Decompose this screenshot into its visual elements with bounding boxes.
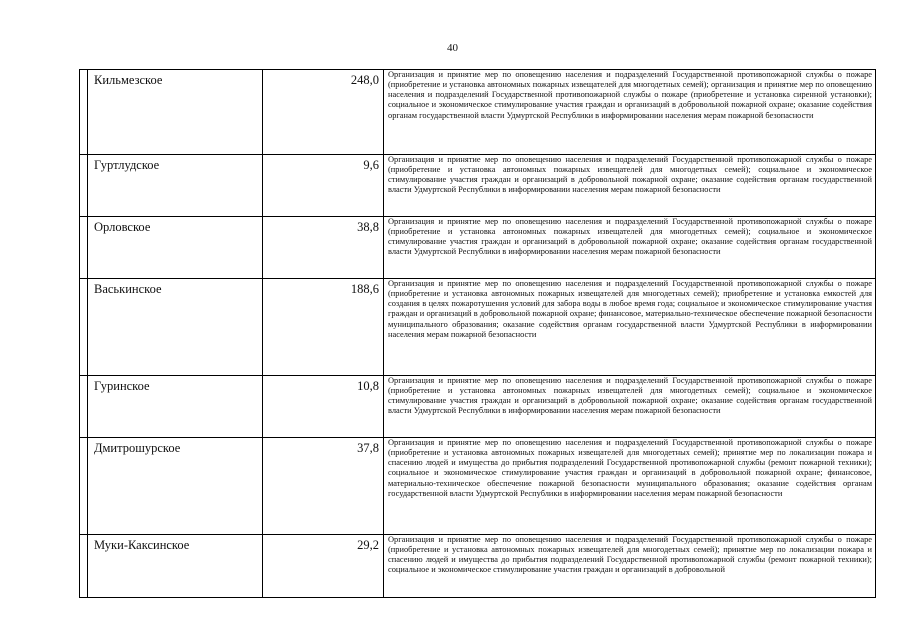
measures-cell	[384, 376, 876, 438]
amount-cell	[263, 70, 384, 155]
measures-cell	[384, 70, 876, 155]
settlement-cell	[88, 376, 263, 438]
table-row	[80, 70, 876, 155]
measures-text: Организация и принятие мер по оповещению населения и подразделений Государственной противопожарной службы о пожаре (приобретение и установка автономных пожарных извещателей для многодетных семей); социальное и экономическое стимулирование участия граждан и организаций в добровольной пожарной охране; оказание содействия органам государственной власти Удмуртской Республики в информировании населения мерам пожарной безопасности	[388, 155, 872, 195]
amount-cell	[263, 279, 384, 376]
settlement-name: Орловское	[94, 220, 151, 234]
settlement-name: Гуртлудское	[94, 158, 160, 172]
municipal-measures-table	[79, 69, 876, 598]
measures-cell	[384, 217, 876, 279]
settlement-name: Дмитрошурское	[94, 441, 181, 455]
amount-value: 29,2	[357, 538, 379, 552]
amount-value: 37,8	[357, 441, 379, 455]
amount-cell	[263, 535, 384, 598]
row-marker-cell	[80, 376, 88, 438]
row-marker-cell	[80, 535, 88, 598]
row-marker-cell	[80, 70, 88, 155]
amount-value: 38,8	[357, 220, 379, 234]
settlement-name: Гуринское	[94, 379, 150, 393]
settlement-cell	[88, 535, 263, 598]
table-body	[80, 70, 876, 598]
measures-cell	[384, 438, 876, 535]
table-row	[80, 217, 876, 279]
table-row	[80, 438, 876, 535]
row-marker-cell	[80, 217, 88, 279]
settlement-cell	[88, 279, 263, 376]
amount-value: 10,8	[357, 379, 379, 393]
amount-value: 9,6	[363, 158, 379, 172]
measures-text: Организация и принятие мер по оповещению населения и подразделений Государственной противопожарной службы о пожаре (приобретение и установка автономных пожарных извещателей для многодетных семей); принятие мер по локализации пожара и спасению людей и имущества до прибытия подразделений Государственной противопожарной службы (ремонт пожарной техники); социальное и экономическое стимулирование участия граждан и организаций в добровольной	[388, 535, 872, 575]
amount-cell	[263, 155, 384, 217]
page-number: 40	[447, 42, 458, 54]
measures-text: Организация и принятие мер по оповещению населения и подразделений Государственной противопожарной службы о пожаре (приобретение и установка автономных пожарных извещателей для многодетных семей); приобретение и установка емкостей для создания в целях пожаротушения условий для забора воды в любое время года; социальное и экономическое стимулирование участия граждан и организаций в добровольной пожарной охране; финансовое, материально-техническое обеспечение пожарной безопасности муниципального образования; оказание содействия органам государственной власти Удмуртской Республики в информировании населения мерам пожарной безопасности	[388, 279, 872, 339]
amount-value: 248,0	[350, 73, 379, 87]
measures-text: Организация и принятие мер по оповещению населения и подразделений Государственной противопожарной службы о пожаре (приобретение и установка автономных пожарных извещателей для многодетных семей); организация и принятие мер по оповещению населения и подразделений Государственной противопожарной службы о пожаре (приобретение и установка сиренной установки); социальное и экономическое стимулирование участия граждан и организаций в добровольной пожарной охране; оказание содействия органам государственной власти Удмуртской Республики в информировании населения мерам пожарной безопасности	[388, 70, 872, 120]
measures-text: Организация и принятие мер по оповещению населения и подразделений Государственной противопожарной службы о пожаре (приобретение и установка автономных пожарных извещателей для многодетных семей); социальное и экономическое стимулирование участия граждан и организаций в добровольной пожарной охране; оказание содействия органам государственной власти Удмуртской Республики в информировании населения мерам пожарной безопасности	[388, 376, 872, 416]
amount-cell	[263, 376, 384, 438]
amount-cell	[263, 217, 384, 279]
settlement-cell	[88, 155, 263, 217]
settlement-cell	[88, 217, 263, 279]
amount-cell	[263, 438, 384, 535]
table-row	[80, 535, 876, 598]
amount-value: 188,6	[350, 282, 379, 296]
row-marker-cell	[80, 279, 88, 376]
table-row	[80, 376, 876, 438]
settlement-cell	[88, 70, 263, 155]
settlement-name: Кильмезское	[94, 73, 163, 87]
measures-cell	[384, 535, 876, 598]
measures-text: Организация и принятие мер по оповещению населения и подразделений Государственной противопожарной службы о пожаре (приобретение и установка автономных пожарных извещателей для многодетных семей); принятие мер по локализации пожара и спасению людей и имущества до прибытия подразделений Государственной противопожарной службы (ремонт пожарной техники); социальное и экономическое стимулирование участия граждан и организаций в добровольной пожарной охране; финансовое, материально-техническое обеспечение пожарной безопасности муниципального образования; оказание содействия органам государственной власти Удмуртской Республики в информировании населения мерам пожарной безопасности	[388, 438, 872, 498]
row-marker-cell	[80, 438, 88, 535]
measures-cell	[384, 279, 876, 376]
settlement-name: Муки-Каксинское	[94, 538, 190, 552]
measures-cell	[384, 155, 876, 217]
settlement-name: Васькинское	[94, 282, 162, 296]
settlement-cell	[88, 438, 263, 535]
measures-text: Организация и принятие мер по оповещению населения и подразделений Государственной противопожарной службы о пожаре (приобретение и установка автономных пожарных извещателей для многодетных семей); социальное и экономическое стимулирование участия граждан и организаций в добровольной пожарной охране; оказание содействия органам государственной власти Удмуртской Республики в информировании населения мерам пожарной безопасности	[388, 217, 872, 257]
table-row	[80, 279, 876, 376]
row-marker-cell	[80, 155, 88, 217]
table-row	[80, 155, 876, 217]
